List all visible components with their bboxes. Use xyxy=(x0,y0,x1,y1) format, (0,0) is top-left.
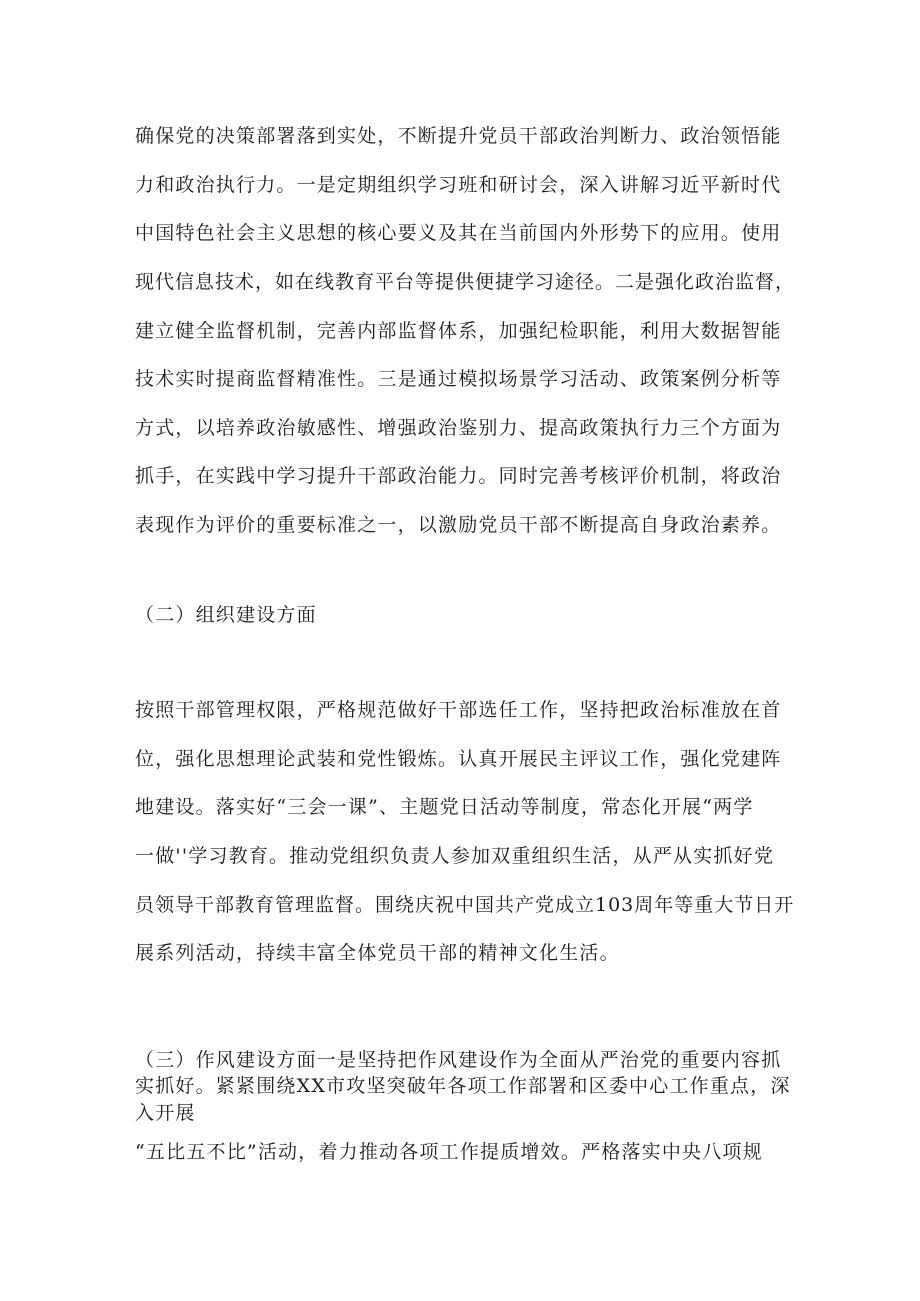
text-line: 地建设。落实好“三会一课”、主题党日活动等制度，常态化开展“两学 xyxy=(135,796,754,818)
text-line: 建立健全监督机制，完善内部监督体系，加强纪检职能，利用大数据智能 xyxy=(135,320,782,342)
text-line: 现代信息技术，如在线教育平台等提供便捷学习途径。二是强化政治监督， xyxy=(135,271,796,293)
text-line: 确保党的决策部署落到实处，不断提升党员干部政治判断力、政治领悟能 xyxy=(135,125,782,147)
section-heading-organization: （二）组织建设方面 xyxy=(135,604,317,626)
text-line: 表现作为评价的重要标准之一，以激励党员干部不断提高自身政治素养。 xyxy=(135,514,782,536)
text-line: 中国特色社会主义思想的核心要义及其在当前国内外形势下的应用。使用 xyxy=(135,222,782,244)
text-line: 员领导干部教育管理监督。围绕庆祝中国共产党成立103周年等重大节日开 xyxy=(135,894,795,916)
text-line: 技术实时提商监督精准性。三是通过模拟场景学习活动、政策案例分析等 xyxy=(135,368,782,390)
text-line: 抓手，在实践中学习提升干部政治能力。同时完善考核评价机制，将政治 xyxy=(135,465,782,487)
text-line: 力和政治执行力。一是定期组织学习班和研讨会，深入讲解习近平新时代 xyxy=(135,174,782,196)
text-line: “五比五不比”活动，着力推动各项工作提质增效。严格落实中央八项规 xyxy=(135,1141,763,1163)
text-line: 按照干部管理权限，严格规范做好干部选任工作，坚持把政治标准放在首 xyxy=(135,699,782,721)
text-line: 方式，以培养政治敏感性、增强政治鉴别力、提高政策执行力三个方面为 xyxy=(135,417,782,439)
text-line: 位，强化思想理论武装和党性锻炼。认真开展民主评议工作，强化党建阵 xyxy=(135,748,782,770)
text-line: 实抓好。紧紧围绕XX市攻坚突破年各项工作部署和区委中心工作重点，深 xyxy=(135,1075,791,1097)
text-line: 入开展 xyxy=(135,1102,196,1124)
text-line: （三）作风建设方面一是坚持把作风建设作为全面从严治党的重要内容抓 xyxy=(135,1049,782,1071)
text-line: 展系列活动，持续丰富全体党员干部的精神文化生活。 xyxy=(135,942,620,964)
text-line: 一做''学习教育。推动党组织负责人参加双重组织生活，从严从实抓好党 xyxy=(135,845,775,867)
